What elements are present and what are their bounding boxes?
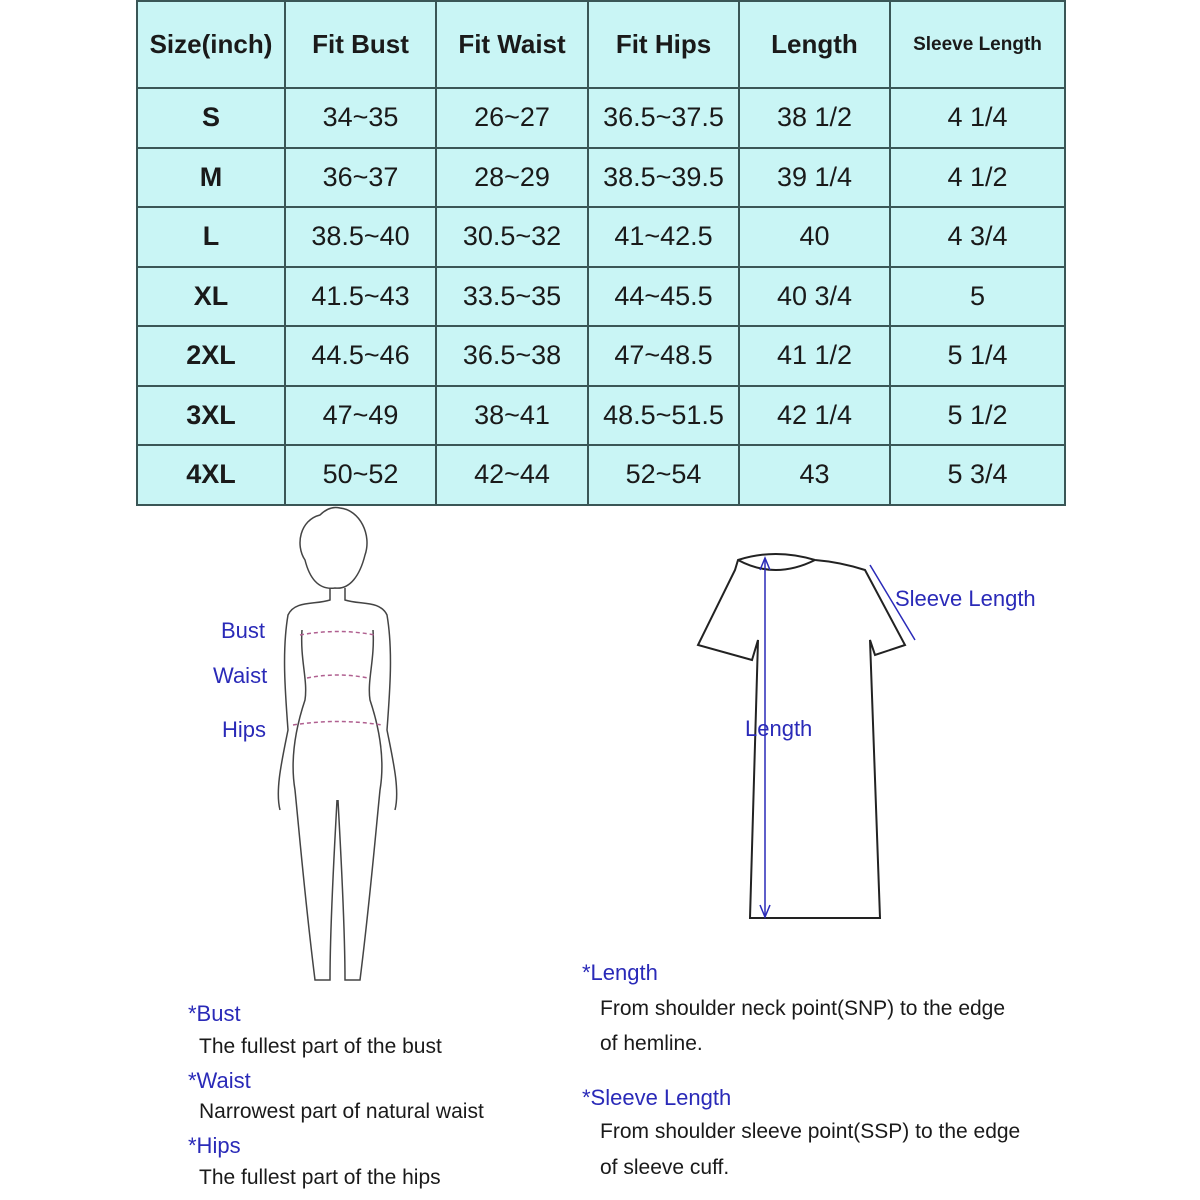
- size-cell: S: [137, 88, 285, 148]
- table-cell: 39 1/4: [739, 148, 890, 208]
- hips-label: Hips: [222, 717, 267, 742]
- table-cell: 38~41: [436, 386, 588, 446]
- table-cell: 41~42.5: [588, 207, 739, 267]
- header-hips: Fit Hips: [588, 1, 739, 88]
- header-length: Length: [739, 1, 890, 88]
- table-cell: 38.5~40: [285, 207, 436, 267]
- table-cell: 4 3/4: [890, 207, 1065, 267]
- header-sleeve: Sleeve Length: [890, 1, 1065, 88]
- table-cell: 47~49: [285, 386, 436, 446]
- table-row: [137, 267, 1065, 327]
- table-cell: 42 1/4: [739, 386, 890, 446]
- table-cell: 28~29: [436, 148, 588, 208]
- table-row: [137, 88, 1065, 148]
- size-cell: 2XL: [137, 326, 285, 386]
- note-waist-title: *Waist: [188, 1068, 251, 1093]
- table-cell: 5: [890, 267, 1065, 327]
- note-sleeve-line1: From shoulder sleeve point(SSP) to the edge: [600, 1120, 1021, 1143]
- table-cell: 43: [739, 445, 890, 505]
- table-row: [137, 445, 1065, 505]
- table-cell: 30.5~32: [436, 207, 588, 267]
- table-row: [137, 386, 1065, 446]
- bust-label: Bust: [221, 618, 266, 643]
- table-cell: 42~44: [436, 445, 588, 505]
- table-cell: 41.5~43: [285, 267, 436, 327]
- note-hips-title: *Hips: [188, 1133, 241, 1158]
- note-waist-text: Narrowest part of natural waist: [199, 1100, 484, 1123]
- note-bust-text: The fullest part of the bust: [199, 1035, 442, 1058]
- table-cell: 5 1/2: [890, 386, 1065, 446]
- note-bust-title: *Bust: [188, 1001, 241, 1026]
- waist-label: Waist: [213, 663, 268, 688]
- table-cell: 47~48.5: [588, 326, 739, 386]
- table-cell: 36.5~38: [436, 326, 588, 386]
- table-row: [137, 207, 1065, 267]
- table-row: [137, 326, 1065, 386]
- note-sleeve-line2: of sleeve cuff.: [600, 1156, 730, 1179]
- table-cell: 40 3/4: [739, 267, 890, 327]
- table-cell: 44.5~46: [285, 326, 436, 386]
- sleeve-length-label: Sleeve Length: [895, 586, 1036, 611]
- table-cell: 52~54: [588, 445, 739, 505]
- length-label: Length: [745, 716, 813, 741]
- size-cell: L: [137, 207, 285, 267]
- note-hips-text: The fullest part of the hips: [199, 1166, 441, 1189]
- table-cell: 36.5~37.5: [588, 88, 739, 148]
- table-row: [137, 148, 1065, 208]
- table-cell: 5 3/4: [890, 445, 1065, 505]
- table-cell: 33.5~35: [436, 267, 588, 327]
- note-length-line1: From shoulder neck point(SNP) to the edge: [600, 997, 1006, 1020]
- table-cell: 38 1/2: [739, 88, 890, 148]
- size-table: [136, 0, 1066, 506]
- note-sleeve-title: *Sleeve Length: [582, 1085, 732, 1110]
- table-cell: 38.5~39.5: [588, 148, 739, 208]
- table-cell: 41 1/2: [739, 326, 890, 386]
- table-cell: 50~52: [285, 445, 436, 505]
- header-bust: Fit Bust: [285, 1, 436, 88]
- table-cell: 40: [739, 207, 890, 267]
- table-cell: 36~37: [285, 148, 436, 208]
- size-cell: XL: [137, 267, 285, 327]
- table-cell: 34~35: [285, 88, 436, 148]
- table-cell: 48.5~51.5: [588, 386, 739, 446]
- header-waist: Fit Waist: [436, 1, 588, 88]
- table-cell: 4 1/2: [890, 148, 1065, 208]
- size-cell: 4XL: [137, 445, 285, 505]
- size-cell: 3XL: [137, 386, 285, 446]
- table-cell: 4 1/4: [890, 88, 1065, 148]
- size-cell: M: [137, 148, 285, 208]
- table-cell: 26~27: [436, 88, 588, 148]
- table-cell: 5 1/4: [890, 326, 1065, 386]
- table-header-row: [137, 1, 1065, 88]
- header-size: Size(inch): [137, 1, 285, 88]
- note-length-line2: of hemline.: [600, 1032, 703, 1055]
- table-cell: 44~45.5: [588, 267, 739, 327]
- body-figure: [260, 500, 420, 1000]
- note-length-title: *Length: [582, 960, 658, 985]
